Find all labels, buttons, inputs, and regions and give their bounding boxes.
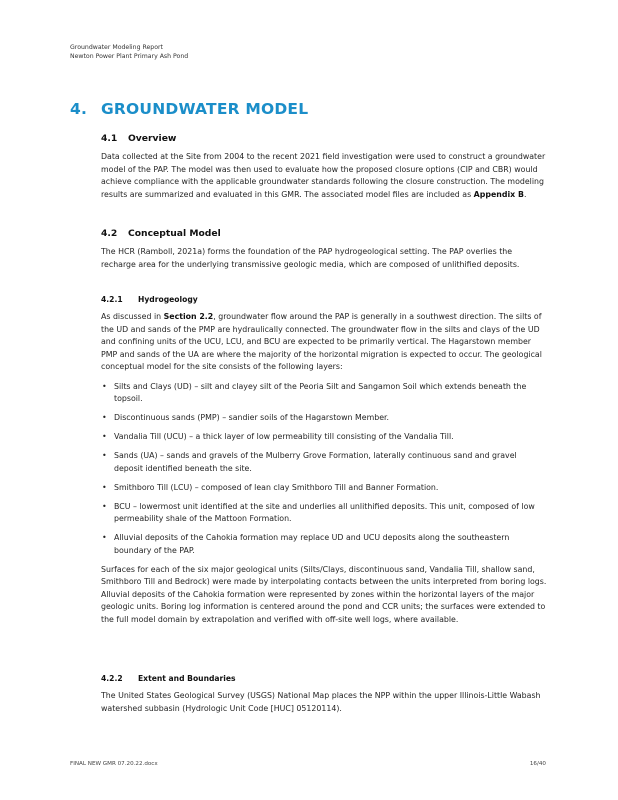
section-heading-conceptual-model [101, 228, 547, 239]
overview-text: Data collected at the Site from 2004 to the recent 2021 field investigation were used to construct a groundwater model of the PAP. The model was then used to evaluate how the proposed closure options (CIP and CBR) would achieve compliance with the applicable groundwater standards following the closure construction. The modeling results are summarized and evaluated in this GMR. The associated model files are included as [101, 152, 546, 199]
list-item-text: Smithboro Till (LCU) – composed of lean clay Smithboro Till and Banner Formation. [114, 482, 439, 492]
chapter-title: GROUNDWATER MODEL [101, 100, 309, 118]
list-item [101, 431, 547, 444]
appendix-reference: Appendix B [473, 189, 524, 199]
section-extent-boundaries [101, 674, 547, 715]
intro-text-continued: , groundwater flow around the PAP is generally in a southwest direction. The silts of the UD and sands of the PMP are hydraulically connected. The groundwater flow in the silts and clays of the UD and confining units of the UCU, LCU, and BCU are expected to be primarily vertical. The Hagarstown member PMP and sands of the UA are where the majority of the horizontal migration is expected to occur. The geological conceptual model for the site consists of the following layers: [101, 312, 542, 371]
hydrogeology-intro-paragraph [101, 311, 547, 374]
section-hydrogeology [101, 295, 547, 626]
section-title: Hydrogeology [138, 295, 198, 304]
section-number: 4.1 [101, 133, 118, 144]
section-heading-overview [101, 133, 547, 144]
list-item [101, 450, 547, 475]
list-item-text: Sands (UA) – sands and gravels of the Mulberry Grove Formation, laterally continuous sand and gravel deposit identified beneath the site. [114, 451, 517, 473]
intro-text: As discussed in [101, 312, 164, 321]
bullet-icon: • [102, 482, 107, 492]
list-item [101, 532, 547, 557]
bullet-icon: • [102, 533, 107, 542]
section-number: 4.2.2 [101, 674, 123, 683]
list-item [101, 381, 547, 406]
section-title: Extent and Boundaries [138, 674, 236, 683]
list-item-text: Vandalia Till (UCU) – a thick layer of low permeability till consisting of the Vandalia Till. [114, 432, 454, 441]
section-conceptual-model [101, 228, 547, 271]
section-reference: Section 2.2 [163, 312, 214, 321]
section-number: 4.2 [101, 228, 118, 239]
list-item-text: Alluvial deposits of the Cahokia formation may replace UD and UCU deposits along the southeastern boundary of the PAP. [114, 533, 510, 555]
list-item [101, 501, 547, 526]
list-item-text: Discontinuous sands (PMP) – sandier soils of the Hagarstown Member. [114, 413, 390, 422]
geologic-layers-list [101, 381, 547, 558]
chapter-number: 4. [70, 100, 88, 118]
bullet-icon: • [102, 381, 107, 391]
overview-end: . [523, 189, 527, 199]
list-item-text: Silts and Clays (UD) – silt and clayey silt of the Peoria Silt and Sangamon Soil which extends beneath the topsoil. [114, 381, 527, 403]
extent-boundaries-paragraph: The United States Geological Survey (USGS) National Map places the NPP within the upper Illinois-Little Wabash watershed subbasin (Hydrologic Unit Code [HUC] 05120114). [101, 691, 541, 713]
section-heading-hydrogeology [101, 295, 547, 304]
bullet-icon: • [102, 451, 107, 460]
section-number: 4.2.1 [101, 295, 123, 304]
overview-paragraph [101, 151, 547, 201]
conceptual-model-paragraph: The HCR (Ramboll, 2021a) forms the foundation of the PAP hydrogeological setting. The PAP overlies the recharge area for the underlying transmissive geologic media, which are composed of unlithified deposits. [101, 247, 520, 269]
header-report-title: Groundwater Modeling Report [70, 44, 163, 51]
section-title: Overview [128, 133, 177, 144]
list-item-text: BCU – lowermost unit identified at the site and underlies all unlithified deposits. This unit, composed of low permeability shale of the Mattoon Formation. [114, 501, 535, 523]
list-item [101, 482, 547, 495]
footer-filename: FINAL NEW GMR 07.20.22.docx [70, 761, 158, 767]
section-heading-extent-boundaries [101, 674, 547, 683]
running-header [70, 43, 188, 61]
list-item [101, 412, 547, 425]
bullet-icon: • [102, 501, 107, 511]
footer-page-number: 16/40 [529, 761, 546, 767]
chapter-heading [70, 100, 308, 118]
section-overview [101, 133, 547, 201]
header-site-name: Newton Power Plant Primary Ash Pond [70, 53, 189, 60]
surfaces-paragraph: Surfaces for each of the six major geological units (Silts/Clays, discontinuous sand, Vandalia Till, shallow sand, Smithboro Till and Bedrock) were made by interpolating contacts between the units interpreted from boring logs. Alluvial deposits of the Cahokia formation were represented by zones within the horizontal layers of the major geologic units. Boring log information is centered around the pond and CCR units; the surfaces were extended to the full model domain by extrapolation and verified with off-site well logs, where available. [101, 564, 547, 624]
bullet-icon: • [102, 432, 107, 441]
bullet-icon: • [102, 413, 107, 422]
section-title: Conceptual Model [128, 228, 221, 239]
